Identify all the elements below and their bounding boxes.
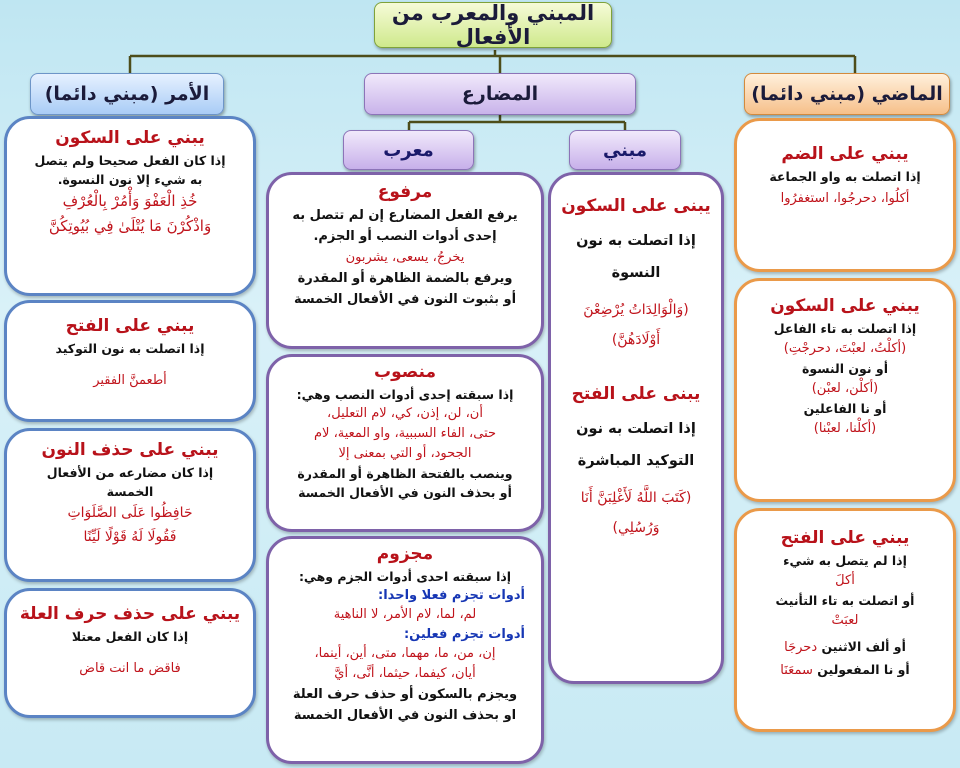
majzum-card [266, 536, 544, 764]
example: أكلَ [835, 573, 855, 588]
rule-line: أو بثبوت النون في الأفعال الخمسة [293, 292, 517, 307]
example: أيان، كيفما، حيثما، أنَّى، أيَّ [334, 666, 476, 681]
rule-line: إذا اتصلت به نون [576, 421, 696, 437]
card-title: منصوب [374, 362, 436, 382]
rule-label: أو ألف الاثنين [821, 639, 906, 654]
rule-line: إذا اتصلت به نون [576, 233, 696, 249]
example: دحرجَا [784, 640, 818, 655]
rule-line: النسوة [611, 265, 661, 281]
rule-line: التوكيد المباشرة [577, 453, 695, 469]
rule-line: أو نون النسوة [802, 361, 888, 376]
card-title: يبني على الفتح [780, 528, 910, 548]
example: حتى، الفاء السببية، واو المعية، لام [313, 426, 497, 441]
amr-sukun-card [4, 116, 256, 296]
mabni-mudari-card [548, 172, 724, 684]
card-title: يبنى على السكون [561, 196, 711, 216]
rule-line: إذا اتصلت به واو الجماعة [769, 169, 921, 184]
madi-fath-card [734, 508, 956, 732]
example: (أكلْنا، لعبْنا) [813, 421, 877, 436]
rule-line: او بحذف النون في الأفعال الخمسة [293, 708, 517, 723]
rule-line: به شيء إلا نون النسوة. [57, 172, 203, 187]
rule-line: يرفع الفعل المضارع إن لم تتصل به [292, 208, 518, 223]
example: فاقض ما انت قاض [79, 661, 181, 676]
card-title: يبنى على الفتح [571, 384, 701, 404]
example: وَاذْكُرْنَ مَا يُتْلَىٰ فِي بُيُوتِكُنَّ [48, 217, 212, 235]
mansub-card [266, 354, 544, 532]
example: خُذِ الْعَفْوَ وَأْمُرْ بِالْعُرْفِ [62, 192, 198, 210]
mabni-header: مبني [569, 130, 681, 170]
rule-line [747, 660, 943, 681]
tools-label: أدوات تجزم فعلين: [403, 627, 525, 642]
rule-label: أو نا المفعولين [817, 662, 910, 677]
amr-hadhf-nun-card [4, 428, 256, 582]
rule-line: إذا اتصلت به تاء الفاعل [773, 321, 917, 336]
example: فَقُولَا لَهُ قَوْلًا لَيِّنًا [83, 529, 177, 545]
rule-line: إذا كان مضارعه من الأفعال [46, 465, 214, 480]
card-title: مجزوم [376, 544, 434, 564]
rule-line: إذا كان الفعل معتلا [71, 629, 189, 644]
example: الجحود، أو التي بمعنى إلا [338, 446, 472, 461]
card-title: يبني على الضم [781, 144, 909, 164]
amr-header: الأمر (مبني دائما) [30, 73, 224, 115]
card-title: يبني على حذف حرف العلة [19, 604, 241, 624]
example: وَرُسُلِي) [612, 520, 660, 536]
example: إن، من، ما، مهما، متى، أين، أينما، [314, 646, 496, 661]
card-title: يبني على حذف النون [41, 440, 219, 460]
card-title: يبني على السكون [770, 296, 920, 316]
madi-damm-card [734, 118, 956, 272]
amr-fath-card [4, 300, 256, 422]
example: أن، لن، إذن، كي، لام التعليل، [327, 406, 483, 421]
card-title: مرفوع [377, 182, 433, 202]
example: أطعمنَّ الفقير [93, 373, 167, 388]
rule-line: إذا سبقته احدى أدوات الجزم وهي: [298, 569, 512, 584]
rule-line [747, 637, 943, 658]
amr-hadhf-illa-card [4, 588, 256, 718]
example: لعبَتْ [831, 613, 859, 628]
rule-line: أو اتصلت به تاء التأنيث [775, 593, 915, 608]
example: (كَتَبَ اللَّهُ لَأَغْلِبَنَّ أَنَا [580, 490, 692, 506]
madi-sukun-card [734, 278, 956, 502]
tools-label: أدوات تجزم فعلا واحدا: [378, 588, 525, 603]
card-title: يبني على السكون [55, 128, 205, 148]
card-title: يبني على الفتح [65, 316, 195, 336]
madi-header: الماضي (مبني دائما) [744, 73, 950, 115]
rule-line: إذا اتصلت به نون التوكيد [55, 341, 205, 356]
rule-line: إذا كان الفعل صحيحا ولم يتصل [34, 153, 226, 168]
marfu-card [266, 172, 544, 349]
murab-header: معرب [343, 130, 474, 170]
example: لم، لما، لام الأمر، لا الناهية [333, 607, 477, 622]
rule-line: الخمسة [106, 484, 154, 499]
example: أَوْلَادَهُنَّ) [611, 332, 661, 348]
rule-line: وينصب بالفتحة الظاهرة أو المقدرة [297, 466, 513, 481]
example: (أكلْن، لعبْن) [811, 381, 879, 396]
rule-line: إحدى أدوات النصب أو الجزم. [313, 229, 497, 244]
example: حَافِظُوا عَلَى الصَّلَوَاتِ [67, 505, 193, 521]
example: يخرجُ، يسعى، يشربون [345, 250, 465, 265]
rule-line: إذا سبقته إحدى أدوات النصب وهي: [296, 387, 514, 402]
mudari-header: المضارع [364, 73, 636, 115]
rule-line: أو بحذف النون في الأفعال الخمسة [298, 485, 512, 500]
rule-line: أو نا الفاعلين [803, 401, 887, 416]
rule-line: إذا لم يتصل به شيء [783, 553, 907, 568]
main-title: المبني والمعرب من الأفعال [374, 2, 612, 48]
example: (أكلْتُ، لعبْتَ، دحرجْتِ) [783, 341, 907, 356]
rule-line: ويرفع بالضمة الظاهرة أو المقدرة [297, 271, 513, 286]
example: (وَالْوَالِدَاتُ يُرْضِعْنَ [583, 302, 689, 318]
rule-line: ويجزم بالسكون أو حذف حرف العلة [292, 687, 518, 702]
example: سمعَنَا [780, 663, 813, 678]
example: أكلُوا، دحرجُوا، استغفرُوا [780, 191, 910, 206]
